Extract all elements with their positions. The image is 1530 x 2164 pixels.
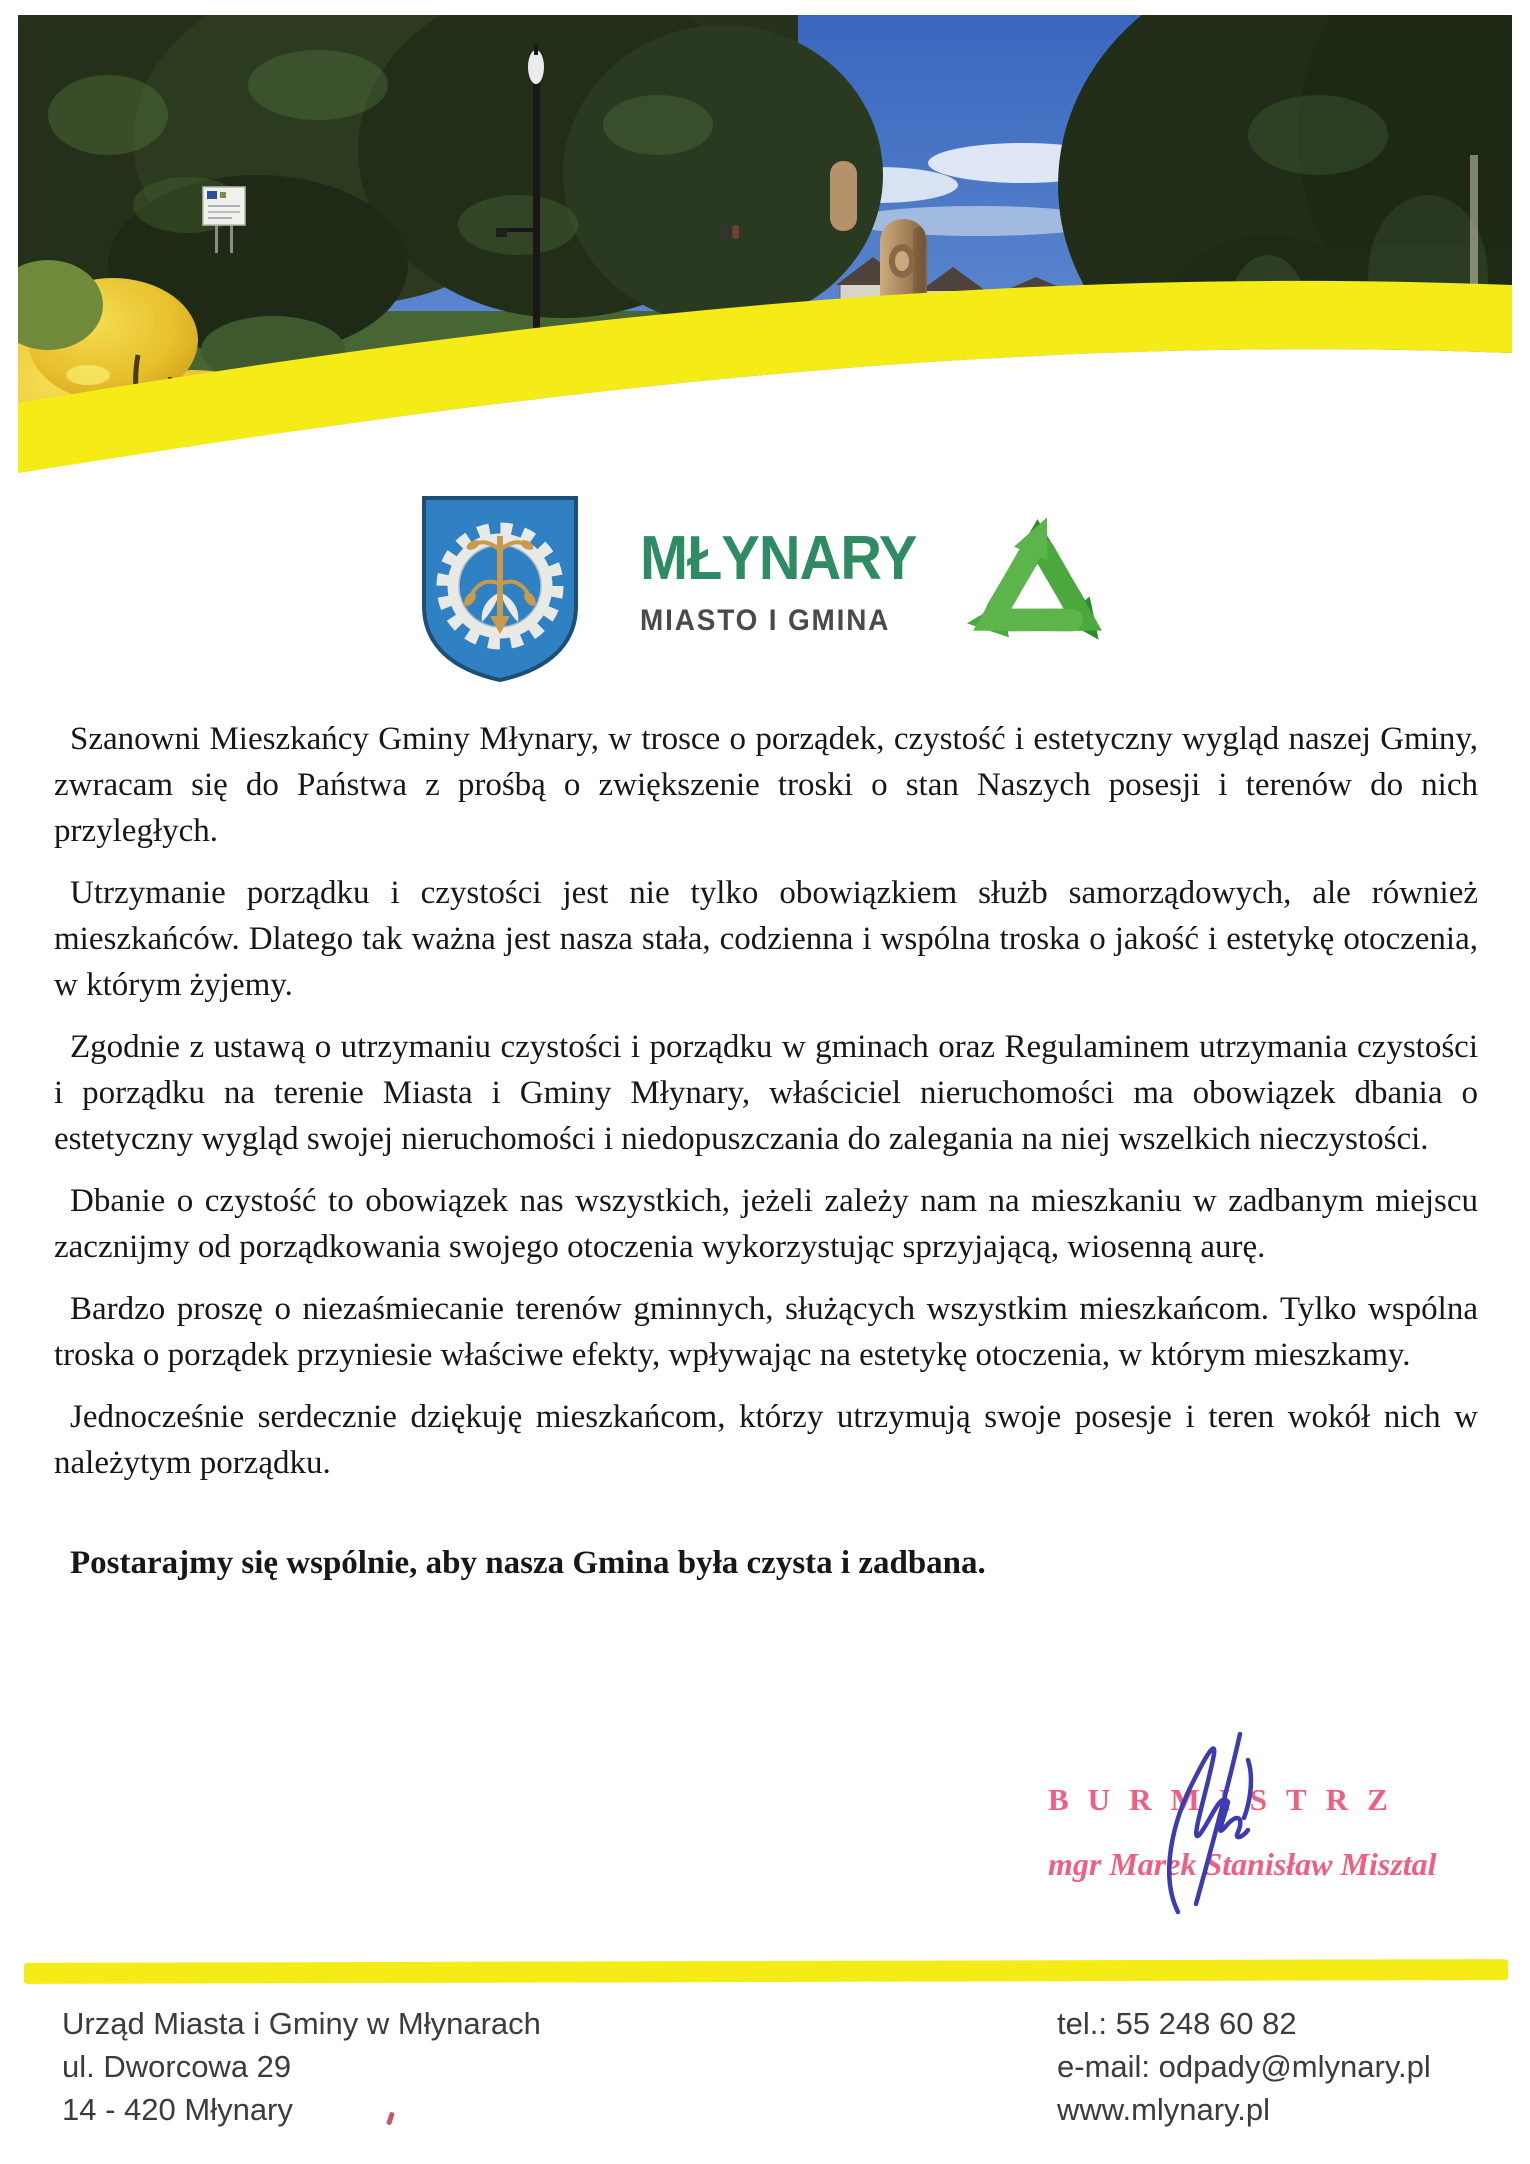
municipality-name: MŁYNARY — [640, 524, 917, 593]
park-photo-header — [18, 15, 1512, 475]
coat-of-arms-icon — [418, 492, 582, 688]
closing-statement: Postarajmy się wspólnie, aby nasza Gmina była czysta i zadbana. — [70, 1545, 986, 1581]
paragraph-1: Szanowni Mieszkańcy Gminy Młynary, w trosce o porządek, czystość i estetyczny wygląd naszej Gminy, zwracam się do Państwa z prośbą o zwiększenie troski o stan Naszych posesji i terenów do nich przyległych. — [54, 721, 1478, 849]
footer-website: www.mlynary.pl — [1057, 2092, 1271, 2127]
footer-email: e-mail: odpady@mlynary.pl — [1057, 2049, 1431, 2084]
footer-office-name: Urząd Miasta i Gminy w Młynarach — [62, 2006, 541, 2041]
recycle-icon — [945, 496, 1130, 691]
yellow-divider-bar — [24, 1959, 1508, 1984]
footer-postal-city: 14 - 420 Młynary — [62, 2092, 293, 2127]
paragraph-5: Bardzo proszę o niezaśmiecanie terenów gminnych, służących wszystkim mieszkańcom. Tylko wspólna troska o porządek przyniesie właściwe efekty, wpływając na estetykę otoczenia, w którym mieszkamy. — [54, 1291, 1478, 1373]
footer-street: ul. Dworcowa 29 — [62, 2049, 292, 2084]
letter-body — [54, 716, 1478, 1602]
paragraph-3: Zgodnie z ustawą o utrzymaniu czystości i porządku w gminach oraz Regulaminem utrzymania czystości i porządku na terenie Miasta i Gminy Młynary, właściciel nieruchomości ma obowiązek dbania o estetyczny wygląd swojej nieruchomości i niedopuszczania do zalegania na niej wszelkich nieczystości. — [54, 1029, 1478, 1157]
mayor-title-stamp: BURMISTRZ — [1048, 1782, 1407, 1817]
paragraph-2: Utrzymanie porządku i czystości jest nie tylko obowiązkiem służb samorządowych, ale również mieszkańców. Dlatego tak ważna jest nasza stała, codzienna i wspólna troska o jakość i estetykę otoczenia, w którym żyjemy. — [54, 875, 1478, 1003]
handwritten-signature — [1120, 1726, 1320, 1926]
paragraph-6: Jednocześnie serdecznie dziękuję mieszkańcom, którzy utrzymują swoje posesje i teren wokół nich w należytym porządku. — [54, 1399, 1478, 1481]
park-photo-illustration — [18, 15, 1512, 475]
brand-block — [640, 524, 970, 637]
footer-address-block — [62, 2002, 541, 2131]
footer-phone: tel.: 55 248 60 82 — [1057, 2006, 1297, 2041]
footer-contact-block — [1057, 2002, 1431, 2131]
paragraph-4: Dbanie o czystość to obowiązek nas wszystkich, jeżeli zależy nam na mieszkaniu w zadbanym miejscu zacznijmy od porządkowania swojego otoczenia wykorzystując sprzyjającą, wiosenną aurę. — [54, 1183, 1478, 1265]
municipality-subtitle: MIASTO I GMINA — [640, 604, 891, 637]
mayor-name-stamp: mgr Marek Stanisław Misztal — [1048, 1846, 1437, 1882]
